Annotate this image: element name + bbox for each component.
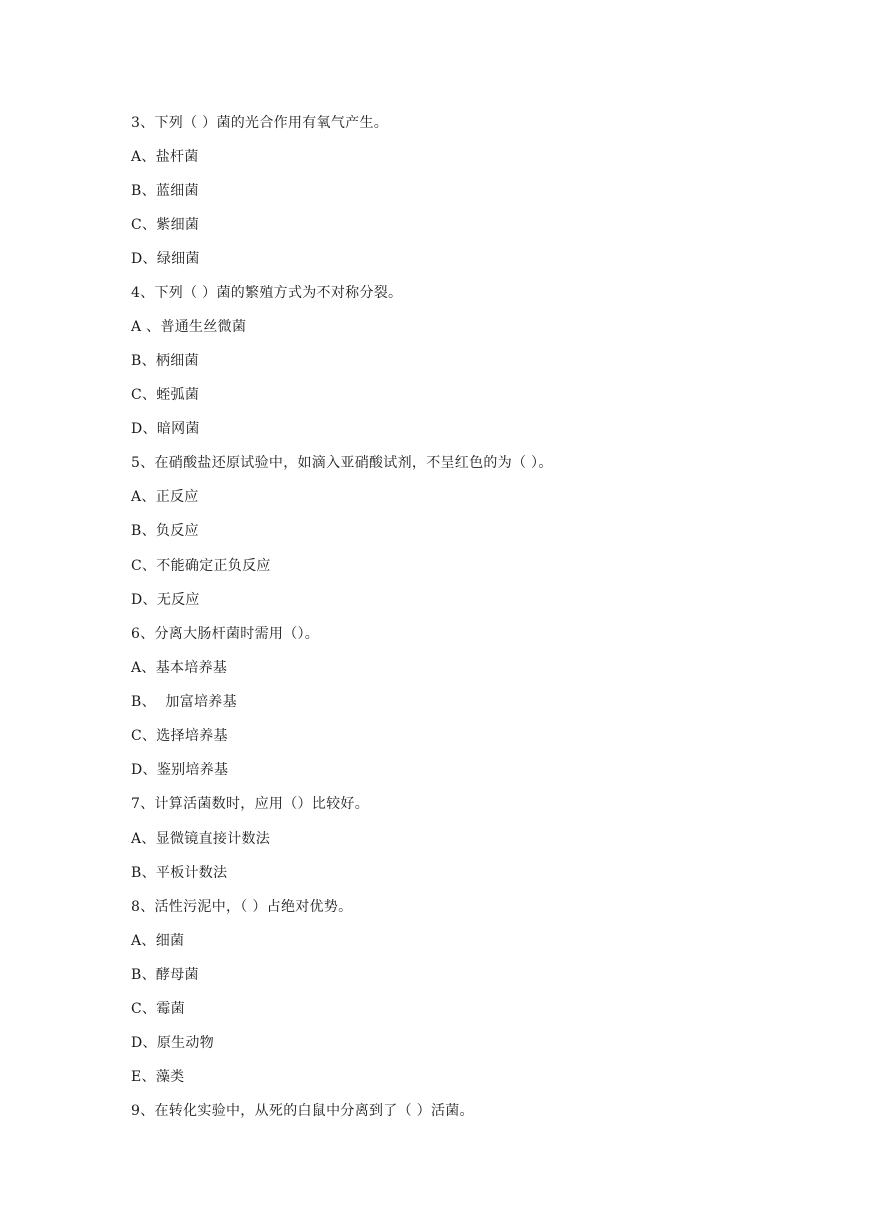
question-8-option-a: A、细菌 bbox=[131, 933, 185, 949]
question-7-option-a: A、显微镜直接计数法 bbox=[131, 831, 271, 847]
question-5-option-b: B、负反应 bbox=[131, 523, 199, 539]
question-8-option-e: E、藻类 bbox=[131, 1069, 185, 1085]
question-7: 7、计算活菌数时，应用（）比较好。 bbox=[131, 796, 370, 812]
question-6-option-d: D、鉴别培养基 bbox=[131, 762, 229, 778]
question-9: 9、在转化实验中，从死的白鼠中分离到了（ ）活菌。 bbox=[131, 1103, 474, 1119]
question-5-option-a: A、正反应 bbox=[131, 489, 199, 505]
question-4-option-b: B、柄细菌 bbox=[131, 353, 199, 369]
question-8-option-d: D、原生动物 bbox=[131, 1035, 215, 1051]
question-6-option-c: C、选择培养基 bbox=[131, 728, 228, 744]
question-3: 3、下列（ ）菌的光合作用有氧气产生。 bbox=[131, 115, 389, 131]
question-8-option-c: C、霉菌 bbox=[131, 1001, 185, 1017]
question-8: 8、活性污泥中，（ ）占绝对优势。 bbox=[131, 899, 353, 915]
question-6: 6、分离大肠杆菌时需用（）。 bbox=[131, 626, 320, 642]
question-5-option-c: C、不能确定正负反应 bbox=[131, 558, 271, 574]
question-3-option-a: A、盐杆菌 bbox=[131, 149, 199, 165]
question-8-option-b: B、酵母菌 bbox=[131, 967, 199, 983]
question-3-option-d: D、绿细菌 bbox=[131, 251, 200, 267]
question-6-option-b: B、 加富培养基 bbox=[131, 694, 237, 710]
question-3-option-c: C、紫细菌 bbox=[131, 217, 200, 233]
question-6-option-a: A、基本培养基 bbox=[131, 660, 228, 676]
question-3-option-b: B、蓝细菌 bbox=[131, 183, 199, 199]
question-4-option-c: C、蛭弧菌 bbox=[131, 387, 200, 403]
question-5: 5、在硝酸盐还原试验中，如滴入亚硝酸试剂，不呈红色的为（ ）。 bbox=[131, 455, 553, 471]
question-4-option-d: D、暗网菌 bbox=[131, 421, 200, 437]
question-4: 4、下列（ ）菌的繁殖方式为不对称分裂。 bbox=[131, 285, 403, 301]
question-5-option-d: D、无反应 bbox=[131, 592, 200, 608]
question-4-option-a: A 、普通生丝微菌 bbox=[131, 319, 247, 335]
question-7-option-b: B、平板计数法 bbox=[131, 865, 228, 881]
